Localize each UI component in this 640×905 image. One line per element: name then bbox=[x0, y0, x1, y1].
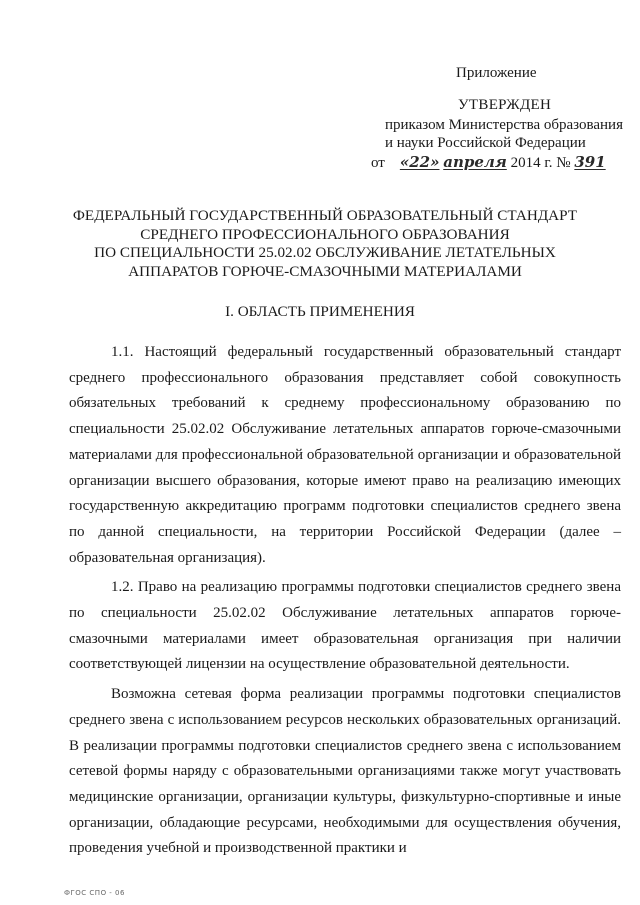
paragraph: 1.1. Настоящий федеральный государственный образовательный стандарт среднего профессионального образования представляет собой совокупность обязательных требований к среднему профессиональному образованию по специальности 25.02.02 Обслуживание летательных аппаратов горюче-смазочными материалами для профессиональной образовательной организации и образовательной организации высшего образования, которые имеют право на реализацию имеющих государственную аккредитацию программ подготовки специалистов среднего звена по данной специальности, на территории Российской Федерации (далее – образовательная организация). bbox=[69, 344, 621, 566]
date-month-handwritten: апреля bbox=[443, 153, 507, 171]
paragraph: 1.2. Право на реализацию программы подготовки специалистов среднего звена по специальности 25.02.02 Обслуживание летательных аппаратов горюче-смазочными материалами имеет образовательная организация при наличии соответствующей лицензии на осуществление образовательной деятельности. bbox=[69, 579, 621, 673]
section-heading: I. ОБЛАСТЬ ПРИМЕНЕНИЯ bbox=[225, 303, 415, 320]
paragraph: Возможна сетевая форма реализации программы подготовки специалистов среднего звена с использованием ресурсов нескольких образовательных организаций. В реализации программы подготовки специалистов среднего звена с использованием сетевой формы наряду с образовательными организациями также могут участвовать медицинские организации, организации культуры, физкультурно-спортивные и иные организации, обладающие ресурсами, необходимыми для осуществления обучения, проведения учебной и производственной практики и bbox=[69, 686, 621, 857]
title-line: СРЕДНЕГО ПРОФЕССИОНАЛЬНОГО ОБРАЗОВАНИЯ bbox=[140, 225, 510, 243]
date-prefix: от bbox=[371, 155, 385, 171]
title-line: АППАРАТОВ ГОРЮЧЕ-СМАЗОЧНЫМИ МАТЕРИАЛАМИ bbox=[128, 262, 522, 280]
appendix-label: Приложение bbox=[456, 65, 537, 81]
date-year: 2014 г. № bbox=[510, 155, 571, 171]
order-ministry-line-2: и науки Российской Федерации bbox=[385, 135, 586, 151]
order-number-handwritten: 391 bbox=[574, 153, 606, 171]
order-date-line bbox=[371, 153, 606, 172]
date-day-handwritten: «22» bbox=[399, 153, 440, 171]
footer-mark: ФГОС СПО - 06 bbox=[64, 889, 125, 897]
order-ministry-line: приказом Министерства образования bbox=[385, 117, 623, 133]
title-line: ФЕДЕРАЛЬНЫЙ ГОСУДАРСТВЕННЫЙ ОБРАЗОВАТЕЛЬНЫЙ СТАНДАРТ bbox=[72, 207, 578, 224]
approved-label: УТВЕРЖДЕН bbox=[458, 97, 552, 113]
document-title bbox=[60, 207, 590, 281]
body-text bbox=[69, 340, 621, 866]
title-line: ПО СПЕЦИАЛЬНОСТИ 25.02.02 ОБСЛУЖИВАНИЕ ЛЕТАТЕЛЬНЫХ bbox=[94, 244, 556, 261]
approval-header bbox=[0, 0, 640, 180]
